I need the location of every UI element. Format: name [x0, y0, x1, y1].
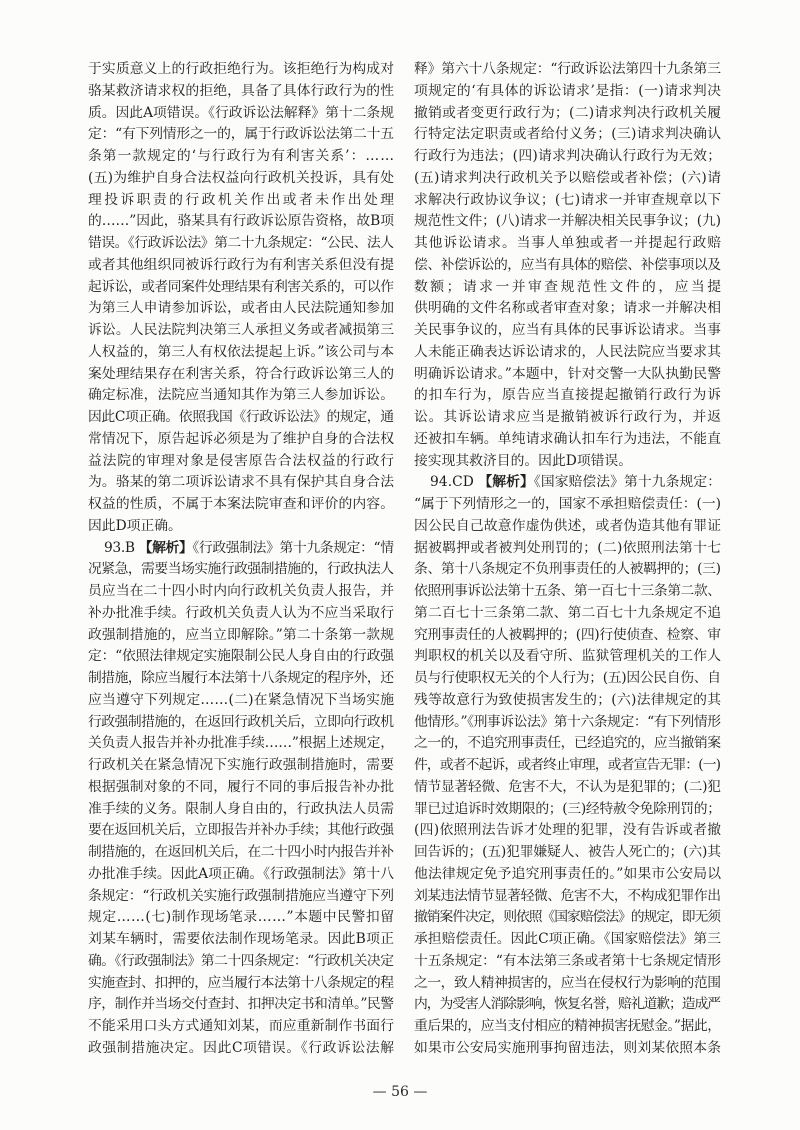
text-line [88, 538, 394, 560]
text-line: 况紧急，需要当场实施行政强制措施的，行政执法人 [88, 561, 394, 578]
text-line: 骆某救济请求权的拒绝，具备了具体行政行为的性 [88, 82, 395, 99]
text-line: 应当遵守下列规定……(二)在紧急情况下当场实施 [88, 691, 395, 708]
text-line: 权益的性质，不属于本案法院审查和评价的内容。 [88, 496, 395, 512]
text-line: 序，制作并当场交付查封、扣押决定书和清单。”民警 [88, 996, 394, 1013]
text-line: 常情况下，原告起诉必须是为了维护自身的合法权 [88, 430, 395, 447]
text-line: 员应当在二十四小时内向行政机关负责人报告，并 [88, 583, 395, 599]
text-line: 件，或者不起诉，或者终止审理，或者宣告无罪：(一) [414, 757, 721, 773]
text-line: 办批准手续。因此A项正确。《行政强制法》第十八 [88, 865, 394, 882]
text-line: 究刑事责任的人被羁押的；(四)行使侦查、检察、审 [414, 626, 721, 643]
page-number: — 56 — [372, 1084, 428, 1100]
answer-number: 93.B [104, 539, 135, 556]
text-line: 据被羁押或者被判处刑罚的；(二)依照刑法第十七 [414, 539, 722, 556]
text-line: 行政行为违法；(四)请求判决确认行政行为无效； [414, 148, 722, 164]
text-line: 的……”因此，骆某具有行政诉讼原告资格，故B项 [88, 213, 394, 230]
text-line: 的扣车行为，原告应当直接提起撤销行政行为诉 [414, 387, 722, 404]
text-line: 偿、补偿诉讼的，应当有具体的赔偿、补偿事项以及 [414, 256, 721, 273]
text-line: 刘某车辆时，需要依法制作现场笔录。因此B项正 [88, 931, 395, 947]
text-line: 案处理结果存在利害关系，符合行政诉讼第三人的 [88, 365, 395, 382]
right-column [414, 59, 724, 1060]
text-line: 为第三人申请参加诉讼，或者由人民法院通知参加 [88, 300, 395, 317]
text-line: 罪已过追诉时效期限的；(三)经特赦令免除刑罚的； [414, 800, 721, 817]
text-line: 于实质意义上的行政拒绝行为。该拒绝行为构成对 [88, 61, 395, 77]
text-line: 要在返回机关后，立即报告并补办手续；其他行政强 [88, 822, 394, 839]
text-line: 撤销案件决定，则依照《国家赔偿法》的规定，即无须 [414, 909, 720, 926]
text-line: 还被扣车辆。单纯请求确认扣车行为违法，不能直 [414, 430, 722, 447]
text-line: 实施查封、扣押的，应当履行本法第十八条规定的程 [88, 974, 394, 991]
text-line: 残等故意行为致使损害发生的；(六)法律规定的其 [414, 691, 722, 708]
text-line: 诉讼。人民法院判决第三人承担义务或者减损第三 [88, 322, 395, 338]
text-line: 如果市公安局实施刑事拘留违法，则刘某依照本条 [414, 1039, 722, 1056]
text-line: 理投诉职责的行政机关作出或者未作出处理 [88, 191, 397, 208]
text-line: 他情形。”《刑事诉讼法》第十六条规定：“有下列情形 [414, 713, 721, 730]
text-line: 刘某违法情节显著轻微、危害不大，不构成犯罪作出 [414, 887, 721, 904]
text-line: 之一的，不追究刑事责任，已经追究的，应当撤销案 [414, 735, 721, 752]
line-text: 《国家赔偿法》第十九条规定： [533, 474, 722, 491]
text-line: (五)请求判决行政机关予以赔偿或者补偿；(六)请 [414, 169, 722, 186]
analysis-tag: 【解析】 [138, 539, 193, 556]
answer-number: 94.CD [430, 474, 474, 491]
text-line: 第二百七十三条第二款、第二百七十九条规定不追 [414, 604, 722, 621]
text-line: 讼。其诉讼请求应当是撤销被诉行政行为，并返 [414, 409, 722, 425]
text-line: 制措施，除应当履行本法第十八条规定的程序外，还 [88, 670, 394, 686]
text-line: 项规定的‘有具体的诉讼请求’是指：(一)请求判决 [414, 82, 722, 99]
text-line: 依照刑事诉讼法第十五条、第一百七十三条第二款、 [414, 583, 721, 599]
text-line: 错误。《行政诉讼法》第二十九条规定：“公民、法人 [88, 235, 394, 251]
text-line: 政强制措施决定。因此C项错误。《行政诉讼法解 [88, 1039, 395, 1056]
text-line: 或者其他组织同被诉行政行为有利害关系但没有提 [88, 256, 395, 273]
text-line: 承担赔偿责任。因此C项正确。《国家赔偿法》第三 [414, 931, 721, 947]
text-line: 条第一款规定的‘与行政行为有利害关系’：…… [88, 148, 396, 164]
text-line: 确。《行政强制法》第二十四条规定：“行政机关决定 [88, 952, 394, 969]
text-line: 关民事争议的，应当有具体的民事诉讼请求。当事 [414, 322, 722, 338]
text-line: (五)为维护自身合法权益向行政机关投诉，具有处 [88, 169, 395, 186]
text-line: “属于下列情形之一的，国家不承担赔偿责任：(一) [414, 496, 721, 512]
text-line: 准手续的义务。限制人身自由的，行政执法人员需 [88, 800, 395, 817]
text-line: 十五条规定：“有本法第三条或者第十七条规定情形 [414, 952, 721, 969]
text-line: 为。骆某的第二项诉讼请求不具有保护其自身合法 [88, 474, 395, 491]
text-line: 制措施的，在返回机关后，在二十四小时内报告并补 [88, 844, 394, 860]
text-line: 其他诉讼请求。当事人单独或者一并提起行政赔 [414, 235, 722, 251]
text-line: 因公民自己故意作虚伪供述，或者伪造其他有罪证 [414, 517, 722, 534]
text-line: 员与行使职权无关的个人行为；(五)因公民自伤、自 [414, 670, 721, 686]
text-line [414, 472, 721, 494]
text-line: 重后果的，应当支付相应的精神损害抚慰金。”据此， [414, 1018, 721, 1034]
text-line: 内，为受害人消除影响，恢复名誉，赔礼道歉；造成严 [414, 996, 720, 1013]
text-line: 人权益的，第三人有权依法提起上诉。”该公司与本 [88, 343, 395, 360]
text-line: 不能采用口头方式通知刘某，而应重新制作书面行 [88, 1018, 395, 1034]
text-line: 定：“依照法律规定实施限制公民人身自由的行政强 [88, 648, 394, 665]
text-line: 条、第十八条规定不负刑事责任的人被羁押的；(三) [414, 561, 721, 578]
text-line: 条规定：“行政机关实施行政强制措施应当遵守下列 [88, 887, 394, 904]
text-line: 益法院的审理对象是侵害原告合法权益的行政行 [88, 452, 395, 469]
line-text: 《行政强制法》第十九条规定：“情 [192, 539, 394, 556]
text-line: 接实现其救济目的。因此D项错误。 [414, 452, 633, 469]
text-line: 行政机关在紧急情况下实施行政强制措施时，需要 [88, 757, 395, 773]
text-line: 规定……(七)制作现场笔录……”本题中民警扣留 [88, 909, 395, 926]
analysis-tag: 【解析】 [478, 474, 534, 491]
text-line: 质。因此A项错误。《行政诉讼法解释》第十二条规 [88, 104, 394, 121]
text-line: 行政强制措施的，在返回行政机关后，立即向行政机 [88, 713, 394, 730]
text-line: 规范性文件；(八)请求一并解决相关民事争议；(九) [414, 213, 721, 230]
text-line: 回告诉的；(五)犯罪嫌疑人、被告人死亡的；(六)其 [414, 844, 721, 860]
text-line: 因此D项正确。 [88, 517, 182, 534]
text-line: 判职权的机关以及看守所、监狱管理机关的工作人 [414, 648, 722, 665]
text-line: 情节显著轻微、危害不大，不认为是犯罪的；(二)犯 [414, 778, 721, 795]
text-line: 因此C项正确。依照我国《行政诉讼法》的规定，通 [88, 409, 394, 425]
text-line: 释》第六十八条规定：“行政诉讼法第四十九条第三 [414, 61, 721, 77]
text-line: 撤销或者变更行政行为；(二)请求判决行政机关履 [414, 104, 722, 121]
text-line: 根据强制对象的不同，履行不同的事后报告补办批 [88, 778, 395, 795]
text-line: 他法律规定免予追究刑事责任的。”如果市公安局以 [414, 865, 722, 882]
text-line: (四)依照刑法告诉才处理的犯罪，没有告诉或者撤 [414, 822, 722, 839]
text-line: 供明确的文件名称或者审查对象；请求一并解决相 [414, 300, 722, 317]
text-line: 政强制措施的，应当立即解除。”第二十条第一款规 [88, 626, 395, 643]
text-line: 补办批准手续。行政机关负责人认为不应当采取行 [88, 604, 395, 621]
text-line: 之一，致人精神损害的，应当在侵权行为影响的范围 [414, 974, 721, 991]
text-line: 数额；请求一并审查规范性文件的，应当提 [414, 278, 724, 295]
text-line: 确定标准，法院应当通知其作为第三人参加诉讼。 [88, 387, 395, 404]
text-line: 人未能正确表达诉讼请求的，人民法院应当要求其 [414, 343, 722, 360]
text-line: 求解决行政协议争议；(七)请求一并审查规章以下 [414, 191, 722, 208]
text-line: 明确诉讼请求。”本题中，针对交警一大队执勤民警 [414, 365, 722, 382]
text-line: 起诉讼，或者同案件处理结果有利害关系的，可以作 [88, 278, 394, 295]
text-line: 关负责人报告并补办批准手续……”根据上述规定， [88, 735, 394, 752]
left-column [88, 59, 397, 1060]
text-line: 定：“有下列情形之一的，属于行政诉讼法第二十五 [88, 126, 394, 143]
text-line: 行特定法定职责或者给付义务；(三)请求判决确认 [414, 126, 722, 143]
